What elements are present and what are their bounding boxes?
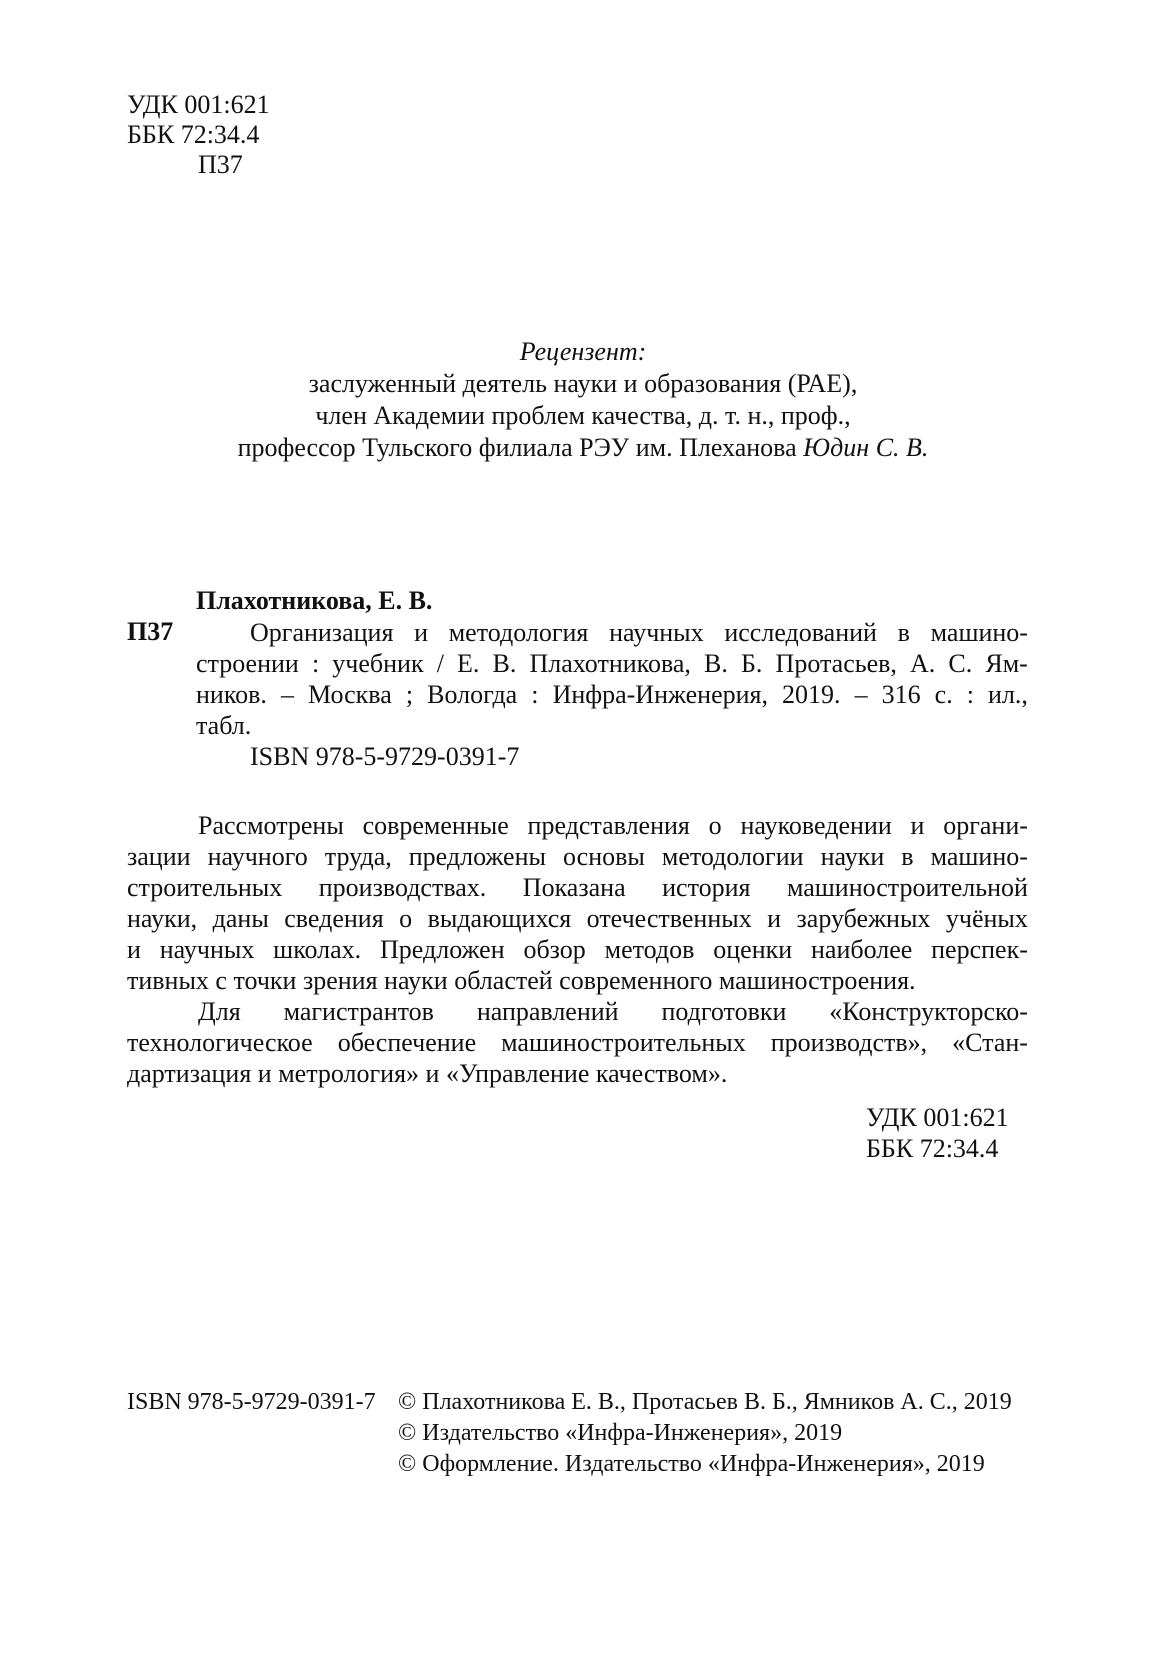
top-classification-codes xyxy=(127,90,270,180)
word: основы xyxy=(563,842,645,871)
bib-line xyxy=(196,617,1028,648)
bib-isbn: ISBN 978-5-9729-0391-7 xyxy=(250,742,520,771)
word: Показана xyxy=(522,873,626,902)
word: ников. xyxy=(196,680,267,709)
reviewer-line-1: заслуженный деятель науки и образования (РАЕ), xyxy=(308,369,858,398)
reviewer-affiliation: профессор Тульского филиала РЭУ им. Плеханова xyxy=(237,433,797,462)
word: Е. xyxy=(457,649,480,678)
word: и xyxy=(414,618,429,647)
word: науки, xyxy=(127,904,198,933)
word: технологическое xyxy=(127,1028,313,1057)
word: и xyxy=(767,904,782,933)
annotation-line xyxy=(127,965,1028,996)
word: обзор xyxy=(523,935,586,964)
word: А. xyxy=(910,649,936,678)
copyright-line: © Плахотникова Е. В., Протасьев В. Б., Ямников А. С., 2019 xyxy=(398,1389,1012,1415)
word: – xyxy=(280,680,294,709)
word: методов xyxy=(604,935,695,964)
word: методологии xyxy=(661,842,804,871)
annotation-line xyxy=(127,996,1028,1027)
word: «Стан- xyxy=(952,1028,1028,1057)
word: направлений xyxy=(476,997,619,1026)
word: производствах. xyxy=(318,873,487,902)
word: тивных с точки зрения науки областей современного машиностроения. xyxy=(127,966,916,995)
annotation xyxy=(127,810,1028,1089)
bibliography-author: Плахотникова, Е. В. xyxy=(196,586,433,615)
bbk-code: ББК 72:34.4 xyxy=(127,120,260,149)
word: Организация xyxy=(250,618,394,647)
word: ил., xyxy=(988,680,1028,709)
word: ; xyxy=(405,680,414,709)
word: о xyxy=(708,811,722,840)
annotation-line xyxy=(127,1058,1028,1089)
word: научных xyxy=(609,618,704,647)
word: научного xyxy=(207,842,308,871)
copyright-isbn: ISBN 978-5-9729-0391-7 xyxy=(127,1389,376,1415)
word: в xyxy=(901,842,914,871)
word: Протасьев, xyxy=(775,649,897,678)
word: Ям- xyxy=(985,649,1028,678)
word: исследований xyxy=(724,618,877,647)
word: строении xyxy=(196,649,299,678)
bib-line xyxy=(196,648,1028,679)
word: научных xyxy=(159,935,255,964)
annotation-line xyxy=(127,841,1028,872)
word: предложены xyxy=(408,842,546,871)
word: и xyxy=(910,811,925,840)
word: представления xyxy=(527,811,690,840)
word: о xyxy=(399,904,413,933)
word: зарубежных xyxy=(796,904,931,933)
word: Плахотникова, xyxy=(529,649,691,678)
reviewer-name: Юдин С. В. xyxy=(803,433,929,462)
word: с. xyxy=(934,680,953,709)
word: машиностроительной xyxy=(786,873,1028,902)
word: магистрантов xyxy=(283,997,434,1026)
word: машино- xyxy=(930,618,1028,647)
copyright-line: © Оформление. Издательство «Инфра-Инженерия», 2019 xyxy=(398,1451,985,1477)
word: Москва xyxy=(308,680,392,709)
word: обеспечение xyxy=(337,1028,477,1057)
word: – xyxy=(854,680,868,709)
word: выдающихся xyxy=(427,904,572,933)
annotation-classification-codes xyxy=(866,1103,1009,1165)
word: / xyxy=(436,649,444,678)
word: дартизация и метрология» и «Управление качеством». xyxy=(127,1059,728,1088)
word: зации xyxy=(127,842,191,871)
word: : xyxy=(531,680,539,709)
word: Рассмотрены xyxy=(198,811,344,840)
word: в xyxy=(897,618,910,647)
word: методология xyxy=(448,618,589,647)
word: история xyxy=(662,873,751,902)
word: В. xyxy=(704,649,728,678)
word: сведения xyxy=(284,904,384,933)
word: 2019. xyxy=(782,680,841,709)
reviewer-line-3 xyxy=(0,432,1166,464)
word: органи- xyxy=(943,811,1028,840)
word: подготовки xyxy=(661,997,787,1026)
word: науки xyxy=(820,842,885,871)
reviewer-label: Рецензент: xyxy=(519,337,647,366)
word: : xyxy=(311,649,320,678)
udk-code: УДК 001:621 xyxy=(127,90,270,119)
word: наиболее xyxy=(811,935,913,964)
word: : xyxy=(966,680,974,709)
annotation-line xyxy=(127,872,1028,903)
word: С. xyxy=(948,649,973,678)
word: отечественных xyxy=(586,904,752,933)
word: производств», xyxy=(770,1028,928,1057)
word: учёных xyxy=(945,904,1028,933)
word: машино- xyxy=(930,842,1028,871)
word: даны xyxy=(212,904,269,933)
annotation-line xyxy=(127,1027,1028,1058)
word: строительных xyxy=(127,873,283,902)
word: перспек- xyxy=(931,935,1028,964)
word: оценки xyxy=(713,935,793,964)
word: машиностроительных xyxy=(501,1028,746,1057)
word: школах. xyxy=(273,935,362,964)
word: и xyxy=(127,935,141,964)
word: Инфра-Инженерия, xyxy=(552,680,768,709)
annotation-line xyxy=(127,903,1028,934)
bbk-code-right: ББК 72:34.4 xyxy=(866,1134,999,1163)
word: науковедении xyxy=(740,811,892,840)
reviewer-line-2: член Академии проблем качества, д. т. н., проф., xyxy=(315,401,851,430)
bib-last-line: табл. xyxy=(196,711,252,740)
udk-code-right: УДК 001:621 xyxy=(866,1103,1009,1132)
reviewer-block xyxy=(0,336,1166,464)
word: Предложен xyxy=(380,935,505,964)
word: Вологда xyxy=(427,680,518,709)
word: учебник xyxy=(332,649,424,678)
word: «Конструкторско- xyxy=(829,997,1028,1026)
annotation-line xyxy=(127,934,1028,965)
bib-line xyxy=(196,679,1028,710)
copyright-line: © Издательство «Инфра-Инженерия», 2019 xyxy=(398,1420,843,1446)
author-mark-code: П37 xyxy=(198,150,243,179)
word: В. xyxy=(492,649,517,678)
word: 316 xyxy=(881,680,921,709)
word: современные xyxy=(362,811,509,840)
word: Для xyxy=(198,997,241,1026)
word: Б. xyxy=(741,649,763,678)
bibliography-description xyxy=(196,617,1028,772)
annotation-line xyxy=(127,810,1028,841)
bibliography-code: П37 xyxy=(127,617,174,646)
copyright-lines xyxy=(398,1387,1012,1480)
word: труда, xyxy=(324,842,392,871)
